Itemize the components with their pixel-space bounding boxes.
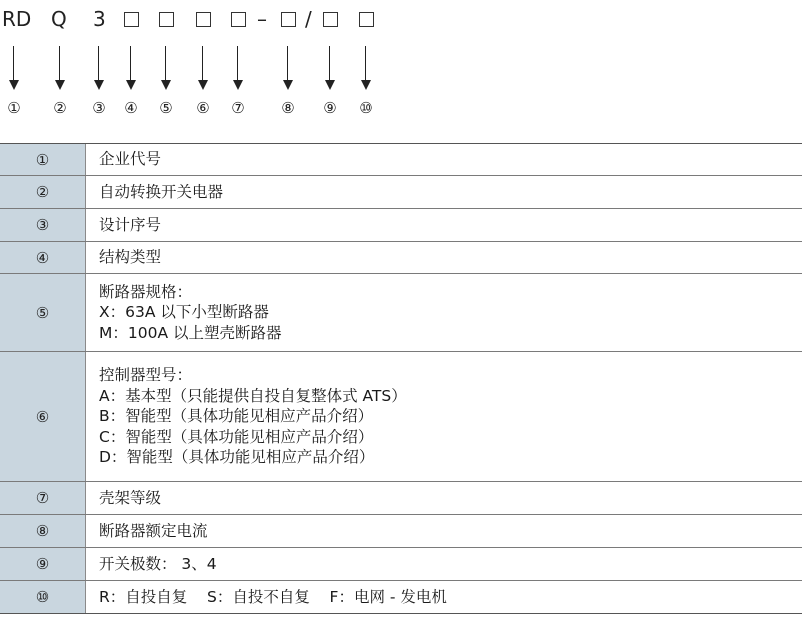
code-box-4 — [124, 12, 139, 27]
row-number: ② — [0, 176, 86, 208]
row-number: ③ — [0, 209, 86, 241]
code-box-8 — [281, 12, 296, 27]
description-line: 断路器额定电流 — [99, 521, 208, 540]
row-description — [86, 581, 802, 613]
marker-10: ⑩ — [359, 99, 373, 117]
row-number: ① — [0, 144, 86, 175]
marker-1: ① — [7, 99, 21, 117]
arrow-8 — [283, 46, 293, 90]
code-box-6 — [196, 12, 211, 27]
table-row — [0, 548, 802, 581]
marker-2: ② — [53, 99, 67, 117]
row-description — [86, 274, 802, 351]
arrow-5 — [161, 46, 171, 90]
row-number: ⑤ — [0, 274, 86, 351]
marker-9: ⑨ — [323, 99, 337, 117]
arrow-6 — [198, 46, 208, 90]
description-line: C：智能型（具体功能见相应产品介绍） — [99, 427, 374, 446]
description-line: 企业代号 — [99, 150, 162, 169]
marker-7: ⑦ — [231, 99, 245, 117]
code-box-7 — [231, 12, 246, 27]
table-row — [0, 144, 802, 176]
code-part-rd: RD — [2, 7, 32, 31]
marker-8: ⑧ — [281, 99, 295, 117]
marker-5: ⑤ — [159, 99, 173, 117]
code-dash: – — [257, 7, 267, 31]
row-number: ⑥ — [0, 352, 86, 481]
description-line: A：基本型（只能提供自投自复整体式 ATS） — [99, 386, 407, 405]
description-line: 开关极数： 3、4 — [99, 554, 217, 573]
table-row — [0, 482, 802, 515]
row-description — [86, 242, 802, 273]
row-number: ④ — [0, 242, 86, 273]
description-line: R：自投自复 S：自投不自复 F：电网 - 发电机 — [99, 587, 447, 606]
row-description — [86, 144, 802, 175]
code-box-10 — [359, 12, 374, 27]
row-description — [86, 209, 802, 241]
row-description — [86, 352, 802, 481]
description-line: 自动转换开关电器 — [99, 182, 224, 201]
table-row — [0, 274, 802, 352]
table-row — [0, 242, 802, 274]
table-row — [0, 581, 802, 614]
arrow-4 — [126, 46, 136, 90]
description-line: 壳架等级 — [99, 488, 162, 507]
arrow-1 — [9, 46, 19, 90]
description-line: D：智能型（具体功能见相应产品介绍） — [99, 448, 375, 467]
description-line: 结构类型 — [99, 248, 162, 267]
description-line: M：100A 以上塑壳断路器 — [99, 323, 282, 342]
row-number: ⑦ — [0, 482, 86, 514]
description-line: 设计序号 — [99, 215, 162, 234]
marker-3: ③ — [92, 99, 106, 117]
model-code-diagram — [0, 0, 802, 130]
arrow-7 — [233, 46, 243, 90]
arrow-2 — [55, 46, 65, 90]
description-line: X：63A 以下小型断路器 — [99, 303, 269, 322]
arrow-10 — [361, 46, 371, 90]
table-row — [0, 515, 802, 548]
row-number: ⑧ — [0, 515, 86, 547]
table-row — [0, 352, 802, 482]
row-number: ⑩ — [0, 581, 86, 613]
code-box-5 — [159, 12, 174, 27]
table-row — [0, 176, 802, 209]
arrow-3 — [94, 46, 104, 90]
marker-6: ⑥ — [196, 99, 210, 117]
row-description — [86, 482, 802, 514]
code-explanation-table — [0, 143, 802, 614]
row-number: ⑨ — [0, 548, 86, 580]
code-slash: / — [305, 7, 312, 31]
arrow-9 — [325, 46, 335, 90]
code-part-q: Q — [51, 7, 67, 31]
code-box-9 — [323, 12, 338, 27]
code-part-3: 3 — [93, 7, 106, 31]
table-row — [0, 209, 802, 242]
description-line: B：智能型（具体功能见相应产品介绍） — [99, 407, 374, 426]
marker-4: ④ — [124, 99, 138, 117]
row-description — [86, 515, 802, 547]
description-line: 控制器型号： — [99, 366, 193, 385]
row-description — [86, 548, 802, 580]
row-description — [86, 176, 802, 208]
description-line: 断路器规格： — [99, 282, 193, 301]
